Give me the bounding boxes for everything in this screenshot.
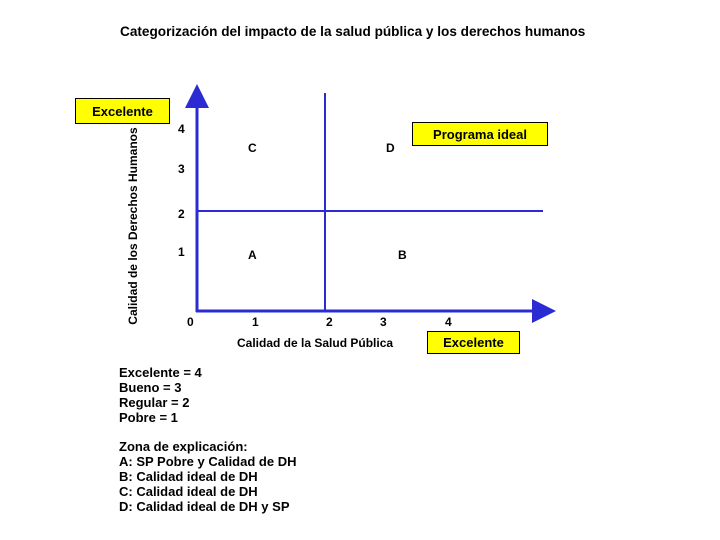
zone-item: D: Calidad ideal de DH y SP xyxy=(119,499,290,514)
x-tick-2: 2 xyxy=(326,315,333,329)
x-tick-4: 4 xyxy=(445,315,452,329)
page-title: Categorización del impacto de la salud pública y los derechos humanos xyxy=(120,24,586,39)
y-axis-label: Calidad de los Derechos Humanos xyxy=(126,127,140,325)
zone-item: C: Calidad ideal de DH xyxy=(119,484,258,499)
y-tick-4: 4 xyxy=(178,122,185,136)
x-axis-label: Calidad de la Salud Pública xyxy=(237,336,394,350)
y-tick-1: 1 xyxy=(178,245,185,259)
quadrant-b-label: B xyxy=(398,248,407,262)
legend-item: Excelente = 4 xyxy=(119,365,202,380)
quadrant-d-label: D xyxy=(386,141,395,155)
zone-item: A: SP Pobre y Calidad de DH xyxy=(119,454,297,469)
quadrant-c-label: C xyxy=(248,141,257,155)
zone-explanation xyxy=(119,439,296,514)
scale-legend xyxy=(119,365,202,425)
legend-item: Bueno = 3 xyxy=(119,380,182,395)
programa-ideal-box: Programa ideal xyxy=(412,122,548,146)
legend-item: Regular = 2 xyxy=(119,395,190,410)
quadrant-a-label: A xyxy=(248,248,257,262)
y-tick-2: 2 xyxy=(178,207,185,221)
legend-item: Pobre = 1 xyxy=(119,410,178,425)
x-tick-1: 1 xyxy=(252,315,259,329)
x-tick-0: 0 xyxy=(187,315,194,329)
x-axis-excelente-box: Excelente xyxy=(427,331,520,354)
x-tick-3: 3 xyxy=(380,315,387,329)
zone-title: Zona de explicación: xyxy=(119,439,248,454)
y-axis-excelente-box: Excelente xyxy=(75,98,170,124)
zone-item: B: Calidad ideal de DH xyxy=(119,469,258,484)
y-tick-3: 3 xyxy=(178,162,185,176)
